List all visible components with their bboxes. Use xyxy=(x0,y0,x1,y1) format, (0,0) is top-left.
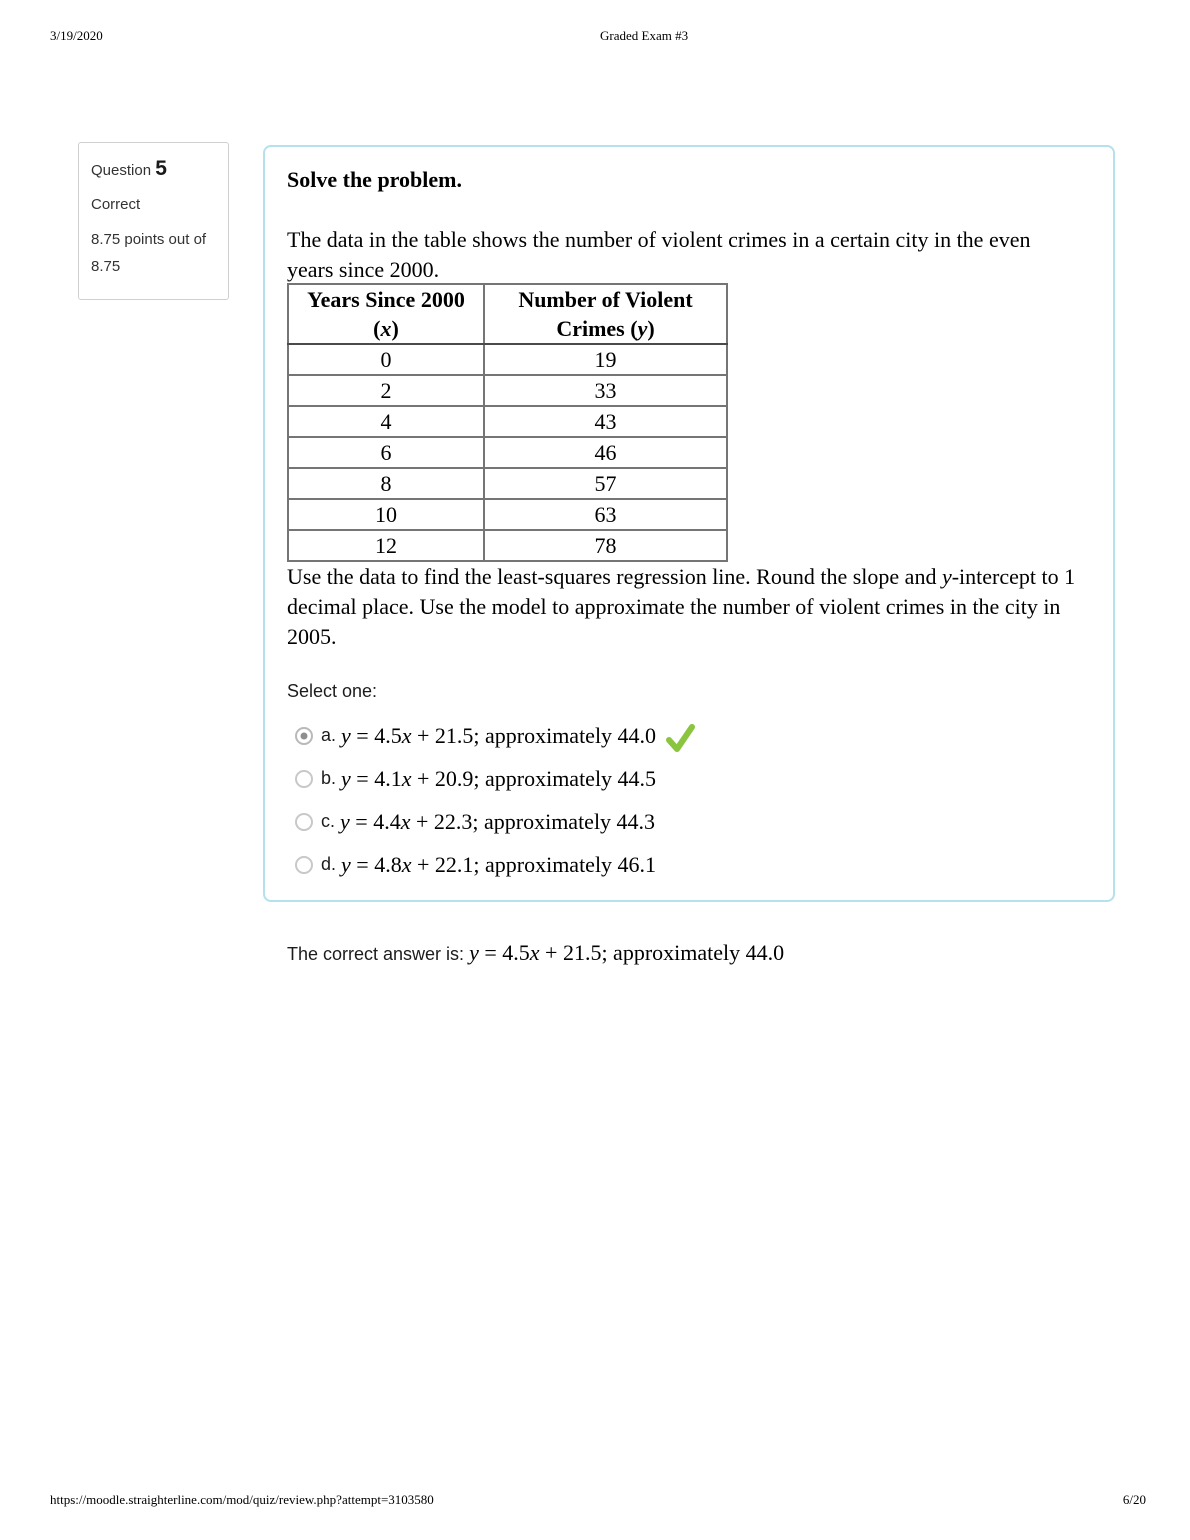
crime-table-body xyxy=(288,344,727,561)
table-cell: 2 xyxy=(288,375,484,406)
table-cell: 33 xyxy=(484,375,727,406)
table-row xyxy=(288,375,727,406)
table-cell: 63 xyxy=(484,499,727,530)
table-header-row xyxy=(288,284,727,344)
feedback-label: The correct answer is: xyxy=(287,944,465,964)
option-row-c[interactable] xyxy=(287,800,1091,843)
question-number: 5 xyxy=(155,157,167,180)
table-row xyxy=(288,499,727,530)
question-number-line xyxy=(91,157,216,181)
table-cell: 19 xyxy=(484,344,727,375)
table-cell: 78 xyxy=(484,530,727,561)
option-row-b[interactable] xyxy=(287,757,1091,800)
table-cell: 12 xyxy=(288,530,484,561)
table-row xyxy=(288,468,727,499)
feedback-answer: y = 4.5x + 21.5; approximately 44.0 xyxy=(469,940,785,965)
footer-page-number: 6/20 xyxy=(1122,1492,1146,1507)
question-heading: Solve the problem. xyxy=(287,167,462,192)
table-cell: 8 xyxy=(288,468,484,499)
table-cell: 6 xyxy=(288,437,484,468)
question-intro: The data in the table shows the number of violent crimes in a certain city in the even years since 2000. xyxy=(287,227,1031,282)
footer-url: https://moodle.straighterline.com/mod/quiz/review.php?attempt=3103580 xyxy=(50,1492,434,1507)
header-title: Graded Exam #3 xyxy=(600,28,689,43)
option-radio[interactable] xyxy=(295,727,313,745)
table-row xyxy=(288,344,727,375)
option-letter: b. xyxy=(321,768,337,788)
header-date: 3/19/2020 xyxy=(50,28,103,43)
table-cell: 10 xyxy=(288,499,484,530)
table-cell: 57 xyxy=(484,468,727,499)
option-radio[interactable] xyxy=(295,770,313,788)
option-text: y = 4.8x + 22.1; approximately 46.1 xyxy=(341,851,657,877)
option-text: y = 4.1x + 20.9; approximately 44.5 xyxy=(341,765,657,791)
question-instructions: Use the data to find the least-squares regression line. Round the slope and y-intercept to 1 decimal place. Use the model to approximate the number of violent crimes in the city in 2005. xyxy=(287,564,1076,649)
table-header-crimes xyxy=(484,284,727,344)
option-radio[interactable] xyxy=(295,813,313,831)
header-line: Years Since 2000 xyxy=(307,287,465,312)
question-info-box xyxy=(78,142,229,300)
table-row xyxy=(288,406,727,437)
table-cell: 0 xyxy=(288,344,484,375)
header-line: Crimes (y) xyxy=(556,316,655,341)
select-one-label: Select one: xyxy=(287,681,378,701)
option-letter: c. xyxy=(321,811,336,831)
question-status: Correct xyxy=(91,196,141,213)
options-list xyxy=(287,714,1091,886)
table-cell: 46 xyxy=(484,437,727,468)
option-row-d[interactable] xyxy=(287,843,1091,886)
table-row xyxy=(288,437,727,468)
feedback-line xyxy=(287,940,784,966)
question-points: 8.75 points out of 8.75 xyxy=(91,231,207,275)
option-text: y = 4.5x + 21.5; approximately 44.0 xyxy=(341,722,657,748)
table-row xyxy=(288,530,727,561)
option-letter: d. xyxy=(321,854,337,874)
header-line: (x) xyxy=(373,316,399,341)
table-cell: 4 xyxy=(288,406,484,437)
crime-table xyxy=(287,283,728,562)
option-text: y = 4.4x + 22.3; approximately 44.3 xyxy=(340,808,656,834)
table-header-years xyxy=(288,284,484,344)
option-radio[interactable] xyxy=(295,856,313,874)
header-line: Number of Violent xyxy=(518,287,693,312)
check-path xyxy=(669,727,692,749)
question-label: Question xyxy=(91,162,152,179)
option-row-a[interactable] xyxy=(287,714,1091,757)
question-box xyxy=(263,145,1115,902)
table-cell: 43 xyxy=(484,406,727,437)
option-letter: a. xyxy=(321,725,337,745)
correct-check-icon xyxy=(664,722,696,754)
